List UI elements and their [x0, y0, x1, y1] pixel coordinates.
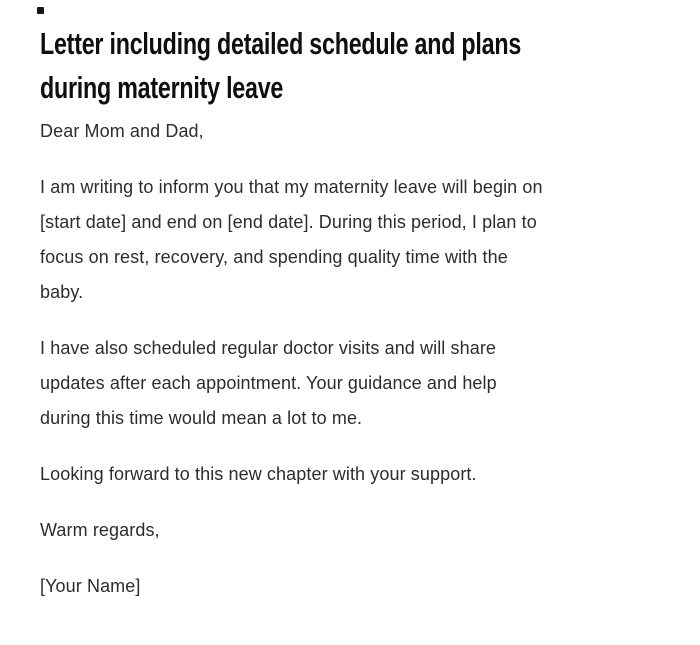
- closing: [40, 513, 660, 548]
- salutation-line: Dear Mom and Dad,: [40, 121, 204, 141]
- paragraph-line: I am writing to inform you that my maternity leave will begin on: [40, 177, 543, 197]
- paragraph-1: [40, 170, 660, 310]
- signature: [40, 569, 660, 604]
- paragraph-line: during this time would mean a lot to me.: [40, 408, 363, 428]
- closing-line: Warm regards,: [40, 520, 160, 540]
- paragraph-line: baby.: [40, 282, 84, 302]
- paragraph-line: Looking forward to this new chapter with your support.: [40, 464, 477, 484]
- paragraph-line: [start date] and end on [end date]. During this period, I plan to: [40, 212, 537, 232]
- paragraph-line: updates after each appointment. Your guidance and help: [40, 373, 497, 393]
- paragraph-line: I have also scheduled regular doctor visits and will share: [40, 338, 497, 358]
- page-title-line-1: Letter including detailed schedule and plans: [40, 26, 522, 61]
- paragraph-3: [40, 457, 660, 492]
- stray-mark: [37, 7, 44, 14]
- page-title-line-2: during maternity leave: [40, 70, 284, 105]
- signature-line: [Your Name]: [40, 576, 141, 596]
- paragraph-line: focus on rest, recovery, and spending quality time with the: [40, 247, 508, 267]
- page-title: [40, 22, 522, 110]
- paragraph-2: [40, 331, 660, 436]
- salutation: [40, 114, 660, 149]
